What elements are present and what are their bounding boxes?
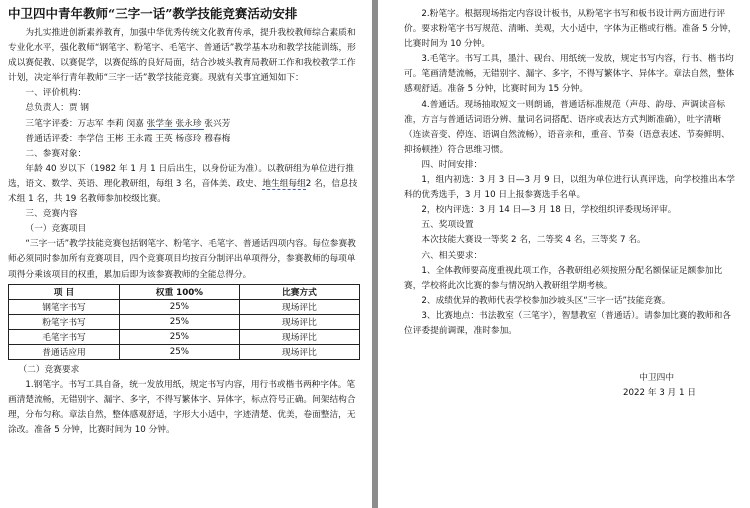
table-header-method: 比赛方式 (239, 284, 359, 299)
section-heading-requirements: 六、相关要求： (421, 250, 483, 261)
table-cell: 现场评比 (239, 329, 359, 344)
participants-text-b: 2 名，信息技术组 1 名，共 19 名教师参加校级比赛。 (8, 178, 358, 205)
calligraphy-judges-names: 万志军 李莉 闵嘉 (77, 118, 147, 129)
table-row (9, 299, 360, 314)
section-heading-evaluation: 一、评价机构： (25, 88, 87, 99)
requirement-pen: 1.钢笔字。书写工具自备，统一发放用纸，规定书写内容，用行书或楷书两种字体。笔画清楚流畅，无错别字、漏字、多字，不得写繁体字、异体字，标点符号正确。间架结构合理，分布匀称。章法自然，整体感观舒适，字形大小适中，字迹清楚、优美，卷面整洁，无涂改。准备 5 分钟，比赛时间为 10 分钟。 (8, 379, 356, 435)
table-header-row (9, 284, 360, 299)
mandarin-judges: 普通话评委：李学信 王彬 王永霞 王英 杨彦玲 穆春梅 (25, 133, 231, 144)
section-heading-content: 三、竞赛内容 (25, 209, 78, 220)
chief-person: 总负责人：贾 钢 (25, 103, 89, 114)
requirement-mandarin: 4.普通话。现场抽取短文一则朗诵，普通话标准规范（声母、韵母、声调读音标准，方言与普通话词语分辨、量词名词搭配、语序或表达方式判断准确），吐字清晰（连读音变、停连、语调自然流畅），语音亲和，重音、节奏（语意表述、节奏鲜明、抑扬顿挫）符合思维习惯。 (404, 99, 730, 155)
requirement-brush: 3.毛笔字。书写工具，墨汁、砚台、用纸统一发放，规定书写内容，行书、楷书均可。笔画清楚流畅，无错别字、漏字、多字，不得写繁体字、异体字。章法自然，整体感观舒适。准备 5 分钟，比赛时间为 15 分钟。 (404, 54, 735, 95)
table-cell: 25% (119, 329, 239, 344)
table-cell: 钢笔字书写 (9, 299, 120, 314)
table-cell: 毛笔字书写 (9, 329, 120, 344)
signature-date: 2022 年 3 月 1 日 (622, 388, 696, 399)
participants-paragraph (8, 162, 362, 207)
calligraphy-judges-last: 张兴芳 (204, 118, 231, 129)
section-heading-awards: 五、奖项设置 (421, 220, 474, 231)
schedule-item-1: 1，组内初选：3 月 3 日—3 月 9 日，以组为单位进行认真评选，向学校推出本学科的优秀选手，3 月 10 日上报参赛选手名单。 (404, 175, 735, 201)
calligraphy-judges-label: 三笔字评委： (25, 118, 78, 129)
calligraphy-judges-underlined: 张学奎 张永珍 (146, 118, 205, 129)
participants-underlined: 地生组每组 (262, 178, 306, 189)
subheading-requirements: （二）竞赛要求 (18, 364, 80, 375)
document-page-left (0, 0, 372, 508)
table-cell: 粉笔字书写 (9, 314, 120, 329)
table-cell: 现场评比 (239, 314, 359, 329)
document-title: 中卫四中青年教师“三字一话”教学技能竞赛活动安排 (8, 6, 298, 21)
table-cell: 现场评比 (239, 299, 359, 314)
table-cell: 25% (119, 299, 239, 314)
section-heading-schedule: 四、时间安排： (421, 159, 483, 170)
table-row (9, 329, 360, 344)
table-header-weight: 权重 100% (119, 284, 239, 299)
requirement-item-2: 2、成绩优异的教师代表学校参加沙坡头区“三字一话”技能竞赛。 (421, 295, 671, 306)
requirement-item-3: 3、比赛地点：书法教室（三笔字），智慧教室（普通话）。请参加比赛的教师和各位评委提前调课，准时参加。 (404, 310, 731, 336)
table-row (9, 314, 360, 329)
table-row (9, 344, 360, 359)
schedule-item-2: 2，校内评选：3 月 14 日—3 月 18 日，学校组织评委现场评审。 (421, 205, 677, 216)
table-cell: 现场评比 (239, 344, 359, 359)
table-header-item: 项 目 (9, 284, 120, 299)
table-cell: 25% (119, 344, 239, 359)
weight-table (8, 284, 360, 360)
requirement-chalk: 2.粉笔字。根据现场指定内容设计板书，从粉笔字书写和板书设计两方面进行评价。要求粉笔字书写规范、清晰、美观，大小适中，字体为正楷或行楷。准备 5 分钟，比赛时间为 10 分钟。 (404, 9, 737, 50)
requirement-item-1: 1、全体教师要高度重视此项工作，各教研组必须按照分配名额保证足额参加比赛，学校将此次比赛的参与情况纳入教研组学期考核。 (404, 265, 723, 291)
intro-paragraph: 为扎实推进创新素养教育，加强中华优秀传统文化教育传承，提升我校教师综合素质和专业化水平，强化教师“钢笔字、粉笔字、毛笔字、普通话”教学基本功和教学技能训练，形成以赛促教、以赛促学，以赛促练的良好局面，结合沙坡头教育局教研工作和我校教学工作计划，决定举行青年教师“三字一话”教学技能竞赛。现就有关事宜通知如下： (8, 28, 356, 84)
section-heading-participants: 二、参赛对象： (25, 148, 87, 159)
subheading-items: （一）竞赛项目 (25, 224, 87, 235)
participants-text-a: 年龄 40 岁以下（1982 年 1 月 1 日后出生，以身份证为准）。以教研组为单位进行推选，语文、数学、英语、理化教研组，每组 3 名，音体美、政史、 (8, 163, 354, 189)
table-cell: 25% (119, 314, 239, 329)
calligraphy-judges (8, 117, 362, 132)
blank-line (404, 339, 738, 355)
items-paragraph: “三字一话”教学技能竞赛包括钢笔字、粉笔字、毛笔字、普通话四项内容。每位参赛教师必须同时参加所有竞赛项目，四个竞赛项目均按百分制评出单项得分，参赛教师的每项单项得分乘该项目的权重，累加后即为该参赛教师的全能总得分。 (8, 239, 356, 280)
blank-line (404, 355, 738, 371)
signature-organization: 中卫四中 (639, 373, 674, 384)
awards-text: 本次技能大赛设一等奖 2 名，二等奖 4 名，三等奖 7 名。 (421, 235, 646, 246)
document-page-right (378, 0, 750, 508)
table-cell: 普通话应用 (9, 344, 120, 359)
